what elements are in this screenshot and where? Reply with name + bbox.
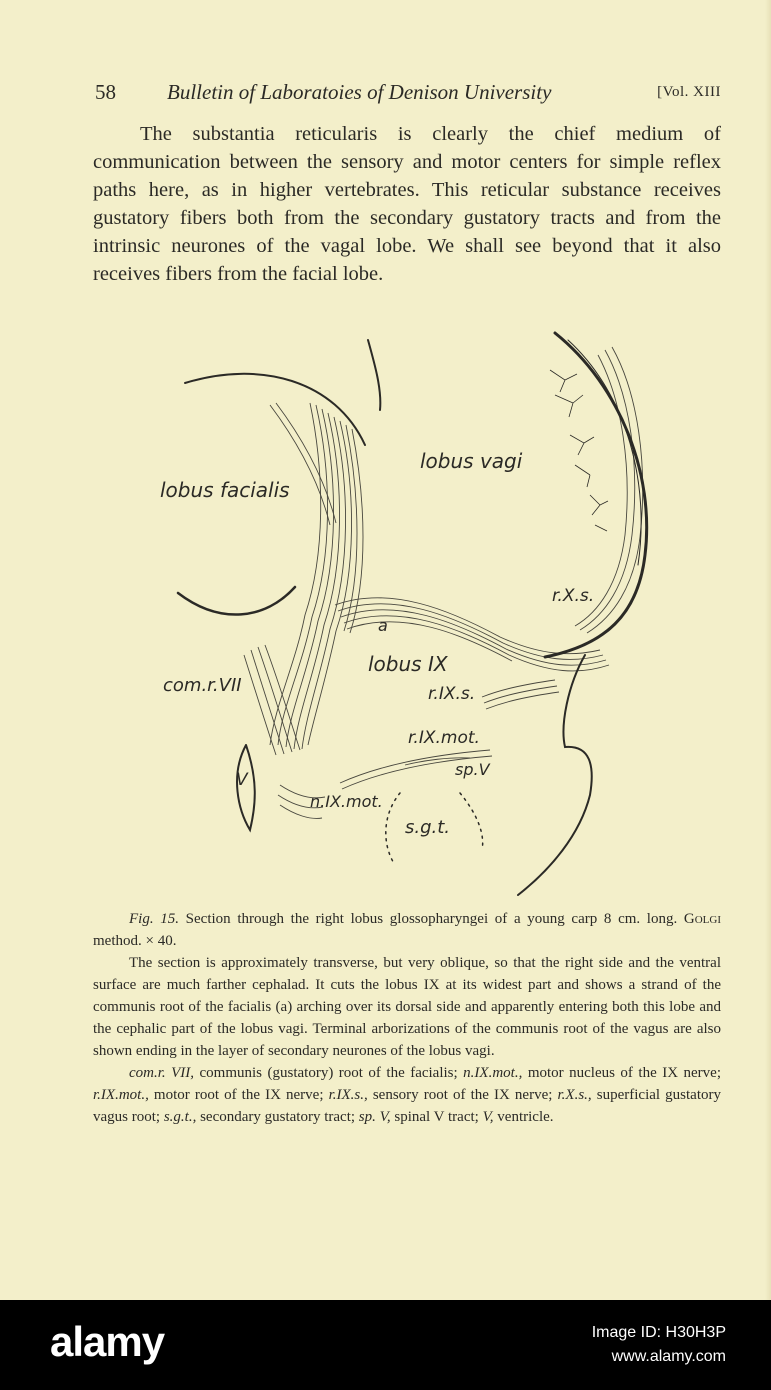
figure-reference: Fig. 15. xyxy=(129,911,179,927)
legend-desc: ventricle. xyxy=(493,1109,554,1125)
label-n-ix-mot: n.IX.mot. xyxy=(310,792,383,811)
caption-legend xyxy=(93,1062,721,1128)
legend-abbr: r.IX.s., xyxy=(328,1087,368,1103)
image-id: Image ID: H30H3P xyxy=(591,1324,726,1341)
label-s-g-t: s.g.t. xyxy=(405,817,451,838)
legend-abbr: r.IX.mot., xyxy=(93,1087,149,1103)
legend-abbr: V, xyxy=(482,1109,494,1125)
sgt-outline-right xyxy=(460,793,483,850)
alamy-logo: alamy xyxy=(50,1318,165,1365)
caption-title xyxy=(93,908,721,952)
crescent-outline xyxy=(178,587,295,615)
label-v: V xyxy=(236,770,248,790)
body-paragraph: The substantia reticularis is clearly the chief medium of communication between the sensory and motor centers for simple reflex paths here, as in higher vertebrates. This reticular substance receives gustatory fibers both from the secondary gustatory tracts and from the intrinsic neurones of the vagal lobe. We shall see beyond that it also receives fibers from the facial lobe. xyxy=(93,123,721,285)
label-com-r-vii: com.r.VII xyxy=(163,675,242,696)
label-lobus-ix: lobus IX xyxy=(368,652,448,676)
caption-method: Golgi xyxy=(683,911,722,927)
legend-desc: sensory root of the IX nerve; xyxy=(367,1087,558,1103)
figure-caption xyxy=(93,908,721,1128)
label-sp-v: sp.V xyxy=(455,760,490,779)
legend-desc: motor nucleus of the IX nerve; xyxy=(522,1065,721,1081)
legend-desc: spinal V tract; xyxy=(390,1109,483,1125)
label-r-ix-mot: r.IX.mot. xyxy=(408,728,480,748)
legend-desc: communis (gustatory) root of the facialis; xyxy=(194,1065,464,1081)
label-r-ix-s: r.IX.s. xyxy=(428,684,476,704)
sgt-outline-left xyxy=(386,793,400,865)
legend-desc: superficial gustatory vagus root; xyxy=(93,1087,721,1125)
label-r-x-s: r.X.s. xyxy=(552,586,595,606)
page-number: 58 xyxy=(95,80,116,104)
legend-abbr: r.X.s., xyxy=(557,1087,592,1103)
stock-url: www.alamy.com xyxy=(611,1348,726,1365)
legend-abbr: com.r. VII, xyxy=(129,1065,195,1081)
running-header xyxy=(95,80,725,110)
caption-description: Section through the right lobus glossopharyngei of a young carp 8 cm. long. xyxy=(185,911,678,927)
legend-abbr: sp. V, xyxy=(358,1109,391,1125)
caption-paragraph: The section is approximately transverse, but very oblique, so that the right side and the ventral surface are much farther cephalad. It cuts the lobus IX at its widest part and shows a strand of the communis root of the facialis (a) arching over its dorsal side and apparently entering both this lobe and the cephalic part of the lobus vagi. Terminal arborizations of the communis root of the vagus are also shown ending in the layer of secondary neurones of the lobus vagi. xyxy=(93,955,721,1059)
legend-abbr: s.g.t., xyxy=(163,1109,197,1125)
legend-abbr: n.IX.mot., xyxy=(463,1065,523,1081)
stock-footer xyxy=(0,1300,771,1390)
label-lobus-facialis: lobus facialis xyxy=(160,478,290,502)
label-a: a xyxy=(378,616,388,635)
volume-label: [Vol. XIII xyxy=(657,84,721,100)
legend-desc: secondary gustatory tract; xyxy=(196,1109,359,1125)
label-lobus-vagi: lobus vagi xyxy=(420,449,523,473)
caption-method-rest: method. × 40. xyxy=(93,933,177,949)
page-edge xyxy=(765,0,771,1300)
figure-svg xyxy=(150,325,670,900)
median-line xyxy=(368,340,380,410)
terminal-arborizations xyxy=(550,370,608,531)
legend-desc: motor root of the IX nerve; xyxy=(148,1087,329,1103)
figure-15-drawing xyxy=(150,325,670,900)
journal-title: Bulletin of Laboratoies of Denison University xyxy=(167,80,552,104)
